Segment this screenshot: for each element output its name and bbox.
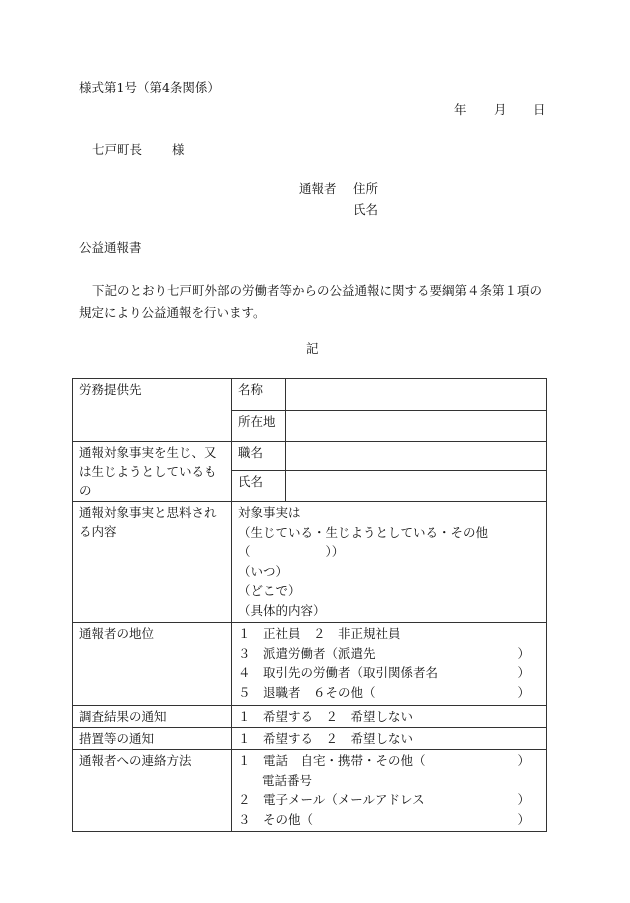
content-label: 通報対象事実と思料される内容 [73,502,232,623]
status-option-text: ４ 取引先の労働者（取引関係者名 [238,665,439,680]
contact-option[interactable] [238,790,540,810]
status-cell[interactable] [232,623,547,706]
addressee-honorific: 様 [172,142,185,157]
status-option[interactable] [238,683,540,703]
table-row [73,728,547,750]
reporter-name-label: 氏名 [353,202,379,217]
provider-name-field[interactable] [286,379,547,411]
contact-option-text: 電話番号 [262,772,313,788]
content-cell[interactable] [232,502,547,623]
contact-label: 通報者への連絡方法 [73,750,232,832]
close-paren: ） [517,753,530,768]
investigation-label: 調査結果の通知 [73,706,232,728]
content-line: （どこで） [238,583,301,598]
date-day-label: 日 [533,102,546,117]
body-paragraph: 下記のとおり七戸町外部の労働者等からの公益通報に関する要綱第４条第１項の規定により公益通報を行います。 [79,283,543,320]
subject-position-field[interactable] [286,442,547,471]
contact-phone-number[interactable] [238,771,540,791]
contact-option-text: ３ その他（ [238,811,314,827]
provider-location-field[interactable] [286,411,547,442]
provider-name-label: 名称 [232,379,286,411]
content-line: （具体的内容） [238,602,326,618]
close-paren: ） [517,645,530,661]
date-year-label: 年 [454,102,467,117]
measures-label: 措置等の通知 [73,728,232,750]
table-row [73,442,547,471]
status-option-text: ３ 派遣労働者（派遣先 [238,645,376,661]
status-option[interactable] [238,624,540,644]
subject-name-field[interactable] [286,471,547,502]
content-line: （ ）） [238,544,345,559]
status-option-text: １ 正社員 ２ 非正規社員 [238,626,401,641]
form-number-label: 様式第1号（第4条関係） [79,80,220,95]
table-row [73,750,547,832]
date-month-label: 月 [494,102,507,117]
report-form-table [72,378,547,832]
provider-location-label: 所在地 [232,411,286,442]
close-paren: ） [517,792,530,807]
status-label: 通報者の地位 [73,623,232,706]
close-paren: ） [517,665,530,680]
table-row [73,706,547,728]
contact-cell[interactable] [232,750,547,832]
subject-position-label: 職名 [232,442,286,471]
subject-person-label: 通報対象事実を生じ、又は生じようとしているもの [73,442,232,502]
subject-name-label: 氏名 [232,471,286,502]
table-row [73,623,547,706]
document-title: 公益通報書 [79,240,142,255]
content-line: （生じている・生じようとしている・その他 [238,524,489,540]
status-option[interactable] [238,663,540,683]
status-option-text: ５ 退職者 ６その他（ [238,684,376,700]
close-paren: ） [517,811,530,827]
labor-provider-label: 労務提供先 [73,379,232,442]
table-row [73,502,547,623]
table-row [73,379,547,411]
content-line: （いつ） [238,563,289,579]
contact-option[interactable] [238,810,540,830]
contact-option-text: ２ 電子メール（メールアドレス [238,792,425,807]
investigation-options[interactable]: １ 希望する ２ 希望しない [232,706,547,728]
addressee-name: 七戸町長 [92,142,143,157]
contact-option[interactable] [238,751,540,771]
close-paren: ） [517,684,530,700]
reporter-address-label: 住所 [353,181,379,196]
contact-option-text: １ 電話 自宅・携帯・その他（ [238,753,426,768]
measures-options[interactable]: １ 希望する ２ 希望しない [232,728,547,750]
status-option[interactable] [238,644,540,664]
content-line: 対象事実は [238,505,301,520]
ki-heading: 記 [306,341,319,356]
reporter-label: 通報者 [299,181,337,196]
